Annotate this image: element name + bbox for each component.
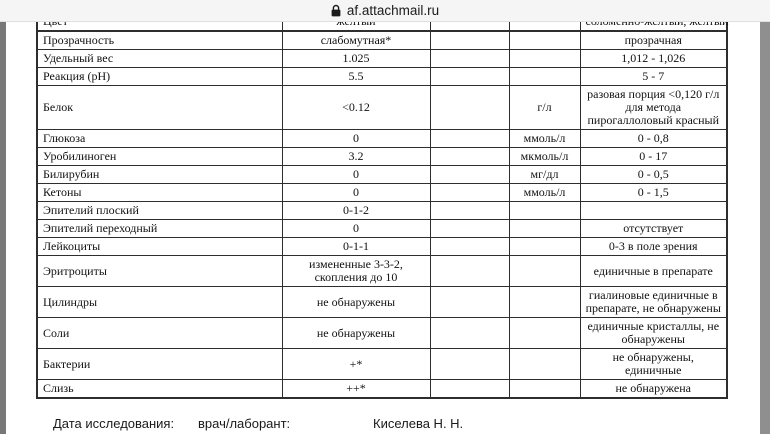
units-cell: [509, 318, 580, 349]
reference-cell: отсутствует: [580, 220, 727, 238]
table-row: [37, 287, 727, 318]
parameter-cell: Белок: [37, 86, 282, 130]
empty-cell: [430, 31, 509, 50]
result-cell: 0: [282, 130, 430, 148]
table-row: [37, 50, 727, 68]
result-cell: не обнаружены: [282, 318, 430, 349]
parameter-cell: Эритроциты: [37, 256, 282, 287]
result-cell: 1.025: [282, 50, 430, 68]
empty-cell: [430, 349, 509, 380]
result-cell: 0-1-1: [282, 238, 430, 256]
table-row: [37, 238, 727, 256]
result-cell: измененные 3-3-2, скопления до 10: [282, 256, 430, 287]
empty-cell: [430, 287, 509, 318]
reference-cell: 0-3 в поле зрения: [580, 238, 727, 256]
parameter-cell: Слизь: [37, 380, 282, 399]
reference-cell: единичные в препарате: [580, 256, 727, 287]
units-cell: [509, 256, 580, 287]
units-cell: [509, 68, 580, 86]
parameter-cell: Глюкоза: [37, 130, 282, 148]
result-cell: слабомутная*: [282, 31, 430, 50]
address-domain: af.attachmail.ru: [346, 3, 440, 18]
lock-icon: [331, 4, 341, 17]
reference-cell: 0 - 0,8: [580, 130, 727, 148]
units-cell: [509, 202, 580, 220]
parameter-cell: Соли: [37, 318, 282, 349]
parameter-cell: Уробилиноген: [37, 148, 282, 166]
left-edge-strip: [0, 22, 6, 434]
address-url[interactable]: [331, 3, 439, 18]
table-row: [37, 86, 727, 130]
table-row: [37, 380, 727, 399]
reference-cell: [580, 202, 727, 220]
empty-cell: [430, 184, 509, 202]
table-row: [37, 256, 727, 287]
empty-cell: [430, 130, 509, 148]
empty-cell: [430, 380, 509, 399]
empty-cell: [430, 148, 509, 166]
units-cell: [509, 380, 580, 399]
document-page: [36, 22, 726, 395]
empty-cell: [430, 166, 509, 184]
result-cell: не обнаружены: [282, 287, 430, 318]
result-cell: 0: [282, 220, 430, 238]
table-row: [37, 68, 727, 86]
units-cell: мкмоль/л: [509, 148, 580, 166]
parameter-cell: Удельный вес: [37, 50, 282, 68]
reference-cell: не обнаружена: [580, 380, 727, 399]
parameter-cell: Билирубин: [37, 166, 282, 184]
result-cell: <0.12: [282, 86, 430, 130]
reference-cell: 0 - 1,5: [580, 184, 727, 202]
doctor-label: врач/лаборант:: [198, 416, 291, 431]
result-cell: 0: [282, 166, 430, 184]
empty-cell: [430, 202, 509, 220]
result-cell: +*: [282, 349, 430, 380]
table-row: [37, 130, 727, 148]
units-cell: [509, 349, 580, 380]
empty-cell: [430, 220, 509, 238]
units-cell: ммоль/л: [509, 130, 580, 148]
right-edge-strip: [760, 22, 770, 434]
reference-cell: разовая порция <0,120 г/л для метода пирогаллоловый красный: [580, 86, 727, 130]
empty-cell: [430, 68, 509, 86]
parameter-cell: Прозрачность: [37, 31, 282, 50]
reference-cell: прозрачная: [580, 31, 727, 50]
table-row: [37, 148, 727, 166]
empty-cell: [430, 238, 509, 256]
report-footer: [0, 414, 770, 434]
empty-cell: [430, 256, 509, 287]
reference-cell: 0 - 17: [580, 148, 727, 166]
units-cell: [509, 287, 580, 318]
lab-results-table: [36, 11, 728, 399]
parameter-cell: Эпителий переходный: [37, 220, 282, 238]
browser-address-bar[interactable]: [0, 0, 770, 22]
parameter-cell: Цилиндры: [37, 287, 282, 318]
result-cell: 5.5: [282, 68, 430, 86]
doctor-name: Киселева Н. Н.: [373, 416, 464, 431]
reference-cell: гиалиновые единичные в препарате, не обнаружены: [580, 287, 727, 318]
empty-cell: [430, 318, 509, 349]
parameter-cell: Реакция (pH): [37, 68, 282, 86]
table-row: [37, 166, 727, 184]
empty-cell: [430, 50, 509, 68]
table-row: [37, 202, 727, 220]
units-cell: [509, 220, 580, 238]
study-date-label: Дата исследования:: [53, 416, 175, 431]
table-row: [37, 349, 727, 380]
reference-cell: 5 - 7: [580, 68, 727, 86]
table-body: [37, 12, 727, 398]
units-cell: мг/дл: [509, 166, 580, 184]
result-cell: ++*: [282, 380, 430, 399]
reference-cell: единичные кристаллы, не обнаружены: [580, 318, 727, 349]
reference-cell: 0 - 0,5: [580, 166, 727, 184]
table-row: [37, 220, 727, 238]
units-cell: [509, 238, 580, 256]
parameter-cell: Кетоны: [37, 184, 282, 202]
units-cell: [509, 50, 580, 68]
empty-cell: [430, 86, 509, 130]
parameter-cell: Лейкоциты: [37, 238, 282, 256]
parameter-cell: Бактерии: [37, 349, 282, 380]
table-row: [37, 184, 727, 202]
parameter-cell: Эпителий плоский: [37, 202, 282, 220]
units-cell: ммоль/л: [509, 184, 580, 202]
units-cell: г/л: [509, 86, 580, 130]
result-cell: 0: [282, 184, 430, 202]
result-cell: 3.2: [282, 148, 430, 166]
reference-cell: не обнаружены, единичные: [580, 349, 727, 380]
table-row: [37, 31, 727, 50]
reference-cell: 1,012 - 1,026: [580, 50, 727, 68]
table-row: [37, 318, 727, 349]
units-cell: [509, 31, 580, 50]
result-cell: 0-1-2: [282, 202, 430, 220]
